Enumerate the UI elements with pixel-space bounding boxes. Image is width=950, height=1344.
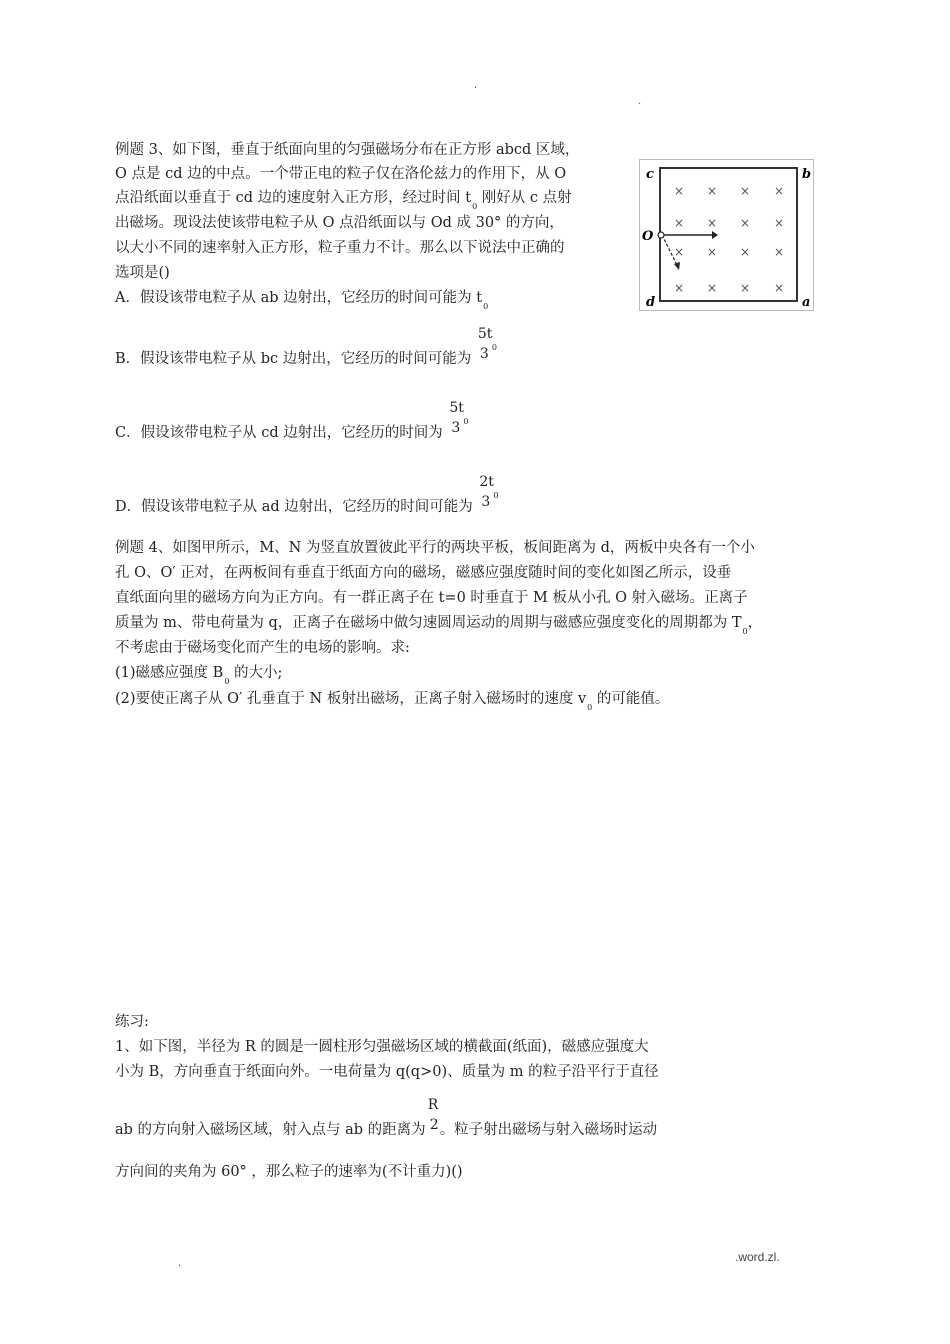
field-cross-icon: × [707,245,718,259]
field-cross-icon: × [774,184,785,198]
example-3-line: 选项是() [115,265,170,281]
header-dot: . [638,96,642,107]
practice-title: 练习: [115,1014,149,1030]
label-o: O [642,229,654,244]
fraction [447,400,469,437]
field-diagram [640,160,813,310]
example-4-line: 不考虑由于磁场变化而产生的电场的影响。求: [115,640,410,656]
question-1-text: (1)磁感应强度 B [115,665,224,681]
example-3-line [115,187,572,211]
field-cross-icon: × [674,245,685,259]
footer-source: .word.zl. [735,1250,780,1264]
example-4-line: 直纸面向里的磁场方向为正方向。有一群正离子在 t=0 时垂直于 M 板从小孔 O 射入磁场。正离子 [115,590,748,606]
practice-text: ab 的方向射入磁场区域，射入点与 ab 的距离为 [115,1122,426,1138]
practice-line: 1、如下图，半径为 R 的圆是一圆柱形匀强磁场区域的横截面(纸面)，磁感应强度大 [115,1039,649,1055]
field-cross-icon: × [707,184,718,198]
label-b: b [802,167,812,182]
subscript: 0 [463,417,469,426]
option-b-text: B．假设该带电粒子从 bc 边射出，它经历的时间可能为 [115,351,472,367]
field-cross-icon: × [707,216,718,230]
field-cross-icon: × [740,281,751,295]
example-3-line: 出磁场。现设法使该带电粒子从 O 点沿纸面以与 Od 成 30° 的方向， [115,215,564,231]
option-a [115,287,488,311]
field-cross-icon: × [707,281,718,295]
question-2-text: (2)要使正离子从 O′ 孔垂直于 N 板射出磁场，正离子射入磁场时的速度 v [115,691,587,707]
arrow-head [712,231,718,239]
question-2-text: 的可能值。 [596,691,670,707]
example-3-line: 例题 3、如下图，垂直于纸面向里的匀强磁场分布在正方形 abcd 区域， [115,142,580,158]
question-2 [115,688,669,712]
magnetic-field-figure [639,159,814,311]
fraction-numerator: 5t [449,400,464,416]
practice-text: 。粒子射出磁场与射入磁场时运动 [439,1122,658,1138]
question-1 [115,662,282,686]
point-o [658,232,664,238]
fraction-numerator: 2t [479,474,494,490]
field-cross-icon: × [674,184,685,198]
field-crosses [674,184,784,295]
field-cross-icon: × [774,281,785,295]
fraction-denominator: 3 [451,420,461,436]
fraction-numerator: R [427,1097,439,1113]
fraction [476,326,498,363]
option-d-text: D．假设该带电粒子从 ad 边射出，它经历的时间可能为 [115,499,473,515]
fraction-denominator: 2 [429,1117,439,1133]
example-4-text: 质量为 m、带电荷量为 q，正离子在磁场中做匀速圆周运动的周期与磁感应强度变化的周期都为 T [115,615,742,631]
practice-line: 小为 B，方向垂直于纸面向外。一电荷量为 q(q>0)、质量为 m 的粒子沿平行于直径 [115,1064,659,1080]
question-1-text: 的大小; [234,665,283,681]
option-b [115,326,498,370]
field-cross-icon: × [740,216,751,230]
fraction-denominator: 3 [479,346,489,362]
fraction-numerator: 5t [477,326,493,342]
label-c: c [646,167,654,182]
arrow-head [674,262,680,270]
subscript: 0 [587,703,593,712]
option-d [115,474,499,518]
field-cross-icon: × [774,245,785,259]
subscript: 0 [483,302,489,311]
practice-line: 方向间的夹角为 60° ，那么粒子的速率为(不计重力)() [115,1164,463,1180]
field-cross-icon: × [674,216,685,230]
field-cross-icon: × [740,245,751,259]
field-cross-icon: × [740,184,751,198]
subscript: 0 [491,343,497,352]
field-cross-icon: × [674,281,685,295]
fraction [426,1097,440,1134]
header-dot: . [474,80,478,91]
field-cross-icon: × [774,216,785,230]
example-4-text: ， [747,615,763,631]
label-d: d [646,295,656,310]
example-3-text: 刚好从 c 点射 [481,190,572,206]
subscript: 0 [742,627,748,636]
fraction [477,474,499,511]
subscript: 0 [472,202,478,211]
example-4-line: 孔 O、O′ 正对，在两板间有垂直于纸面方向的磁场，磁感应强度随时间的变化如图乙所示，设垂 [115,565,732,581]
label-a: a [802,295,811,310]
example-3-line: O 点是 cd 边的中点。一个带正电的粒子仅在洛伦兹力的作用下，从 O [115,166,567,182]
example-4-line: 例题 4、如图甲所示，M、N 为竖直放置彼此平行的两块平板，板间距离为 d，两板中央各有一个小 [115,540,755,556]
example-4-line [115,612,762,636]
option-c-text: C．假设该带电粒子从 cd 边射出，它经历的时间为 [115,425,443,441]
example-3-text: 点沿纸面以垂直于 cd 边的速度射入正方形，经过时间 t [115,190,472,206]
option-c [115,400,469,444]
footer-dot: . [178,1258,182,1269]
practice-line [115,1097,658,1141]
option-a-text: A．假设该带电粒子从 ab 边射出，它经历的时间可能为 t [115,290,483,306]
example-3-line: 以大小不同的速率射入正方形，粒子重力不计。那么以下说法中正确的 [115,240,565,256]
subscript: 0 [493,491,499,500]
fraction-denominator: 3 [481,494,491,510]
subscript: 0 [224,677,230,686]
